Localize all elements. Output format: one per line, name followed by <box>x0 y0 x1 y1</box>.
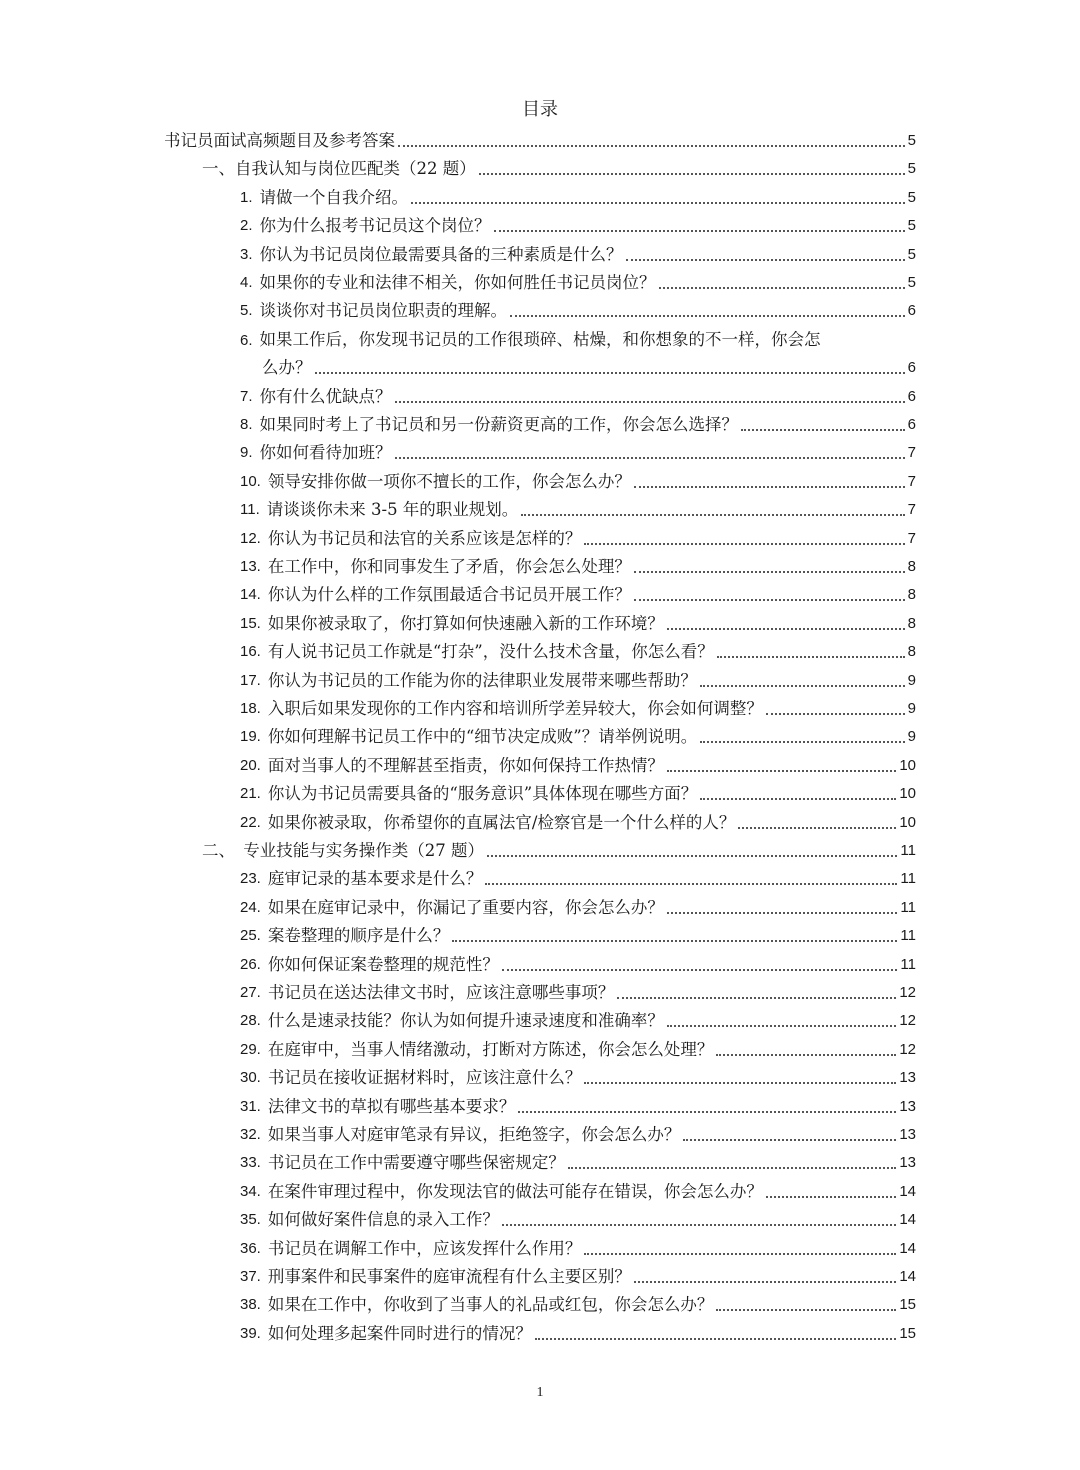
dot-leader <box>634 599 905 601</box>
dot-leader <box>738 827 896 829</box>
dot-leader <box>683 1139 896 1141</box>
toc-entry[interactable] <box>240 1291 916 1319</box>
toc-entry-number: 14. <box>240 586 261 604</box>
toc-page-number: 8 <box>907 558 916 575</box>
dot-leader <box>518 1111 896 1113</box>
toc-entry-number: 2. <box>240 217 253 235</box>
toc-entry[interactable] <box>240 1007 916 1035</box>
toc-entry-text: 书记员在接收证据材料时，应该注意什么？ <box>267 1068 582 1088</box>
toc-entry-number: 36. <box>240 1239 261 1257</box>
toc-entry-text: 请谈谈你未来 3-5 年的职业规划。 <box>266 500 519 520</box>
dot-leader <box>535 1338 896 1340</box>
toc-entry[interactable] <box>240 638 916 666</box>
toc-section-heading[interactable] <box>202 837 916 865</box>
toc-entry-text: 面对当事人的不理解甚至指责，你如何保持工作热情？ <box>267 755 664 775</box>
toc-page-number: 10 <box>899 756 916 774</box>
toc-entry-text: 入职后如果发现你的工作内容和培训所学差异较大，你会如何调整？ <box>267 699 763 718</box>
toc-entry-number: 1. <box>240 188 253 206</box>
toc-entry-number: 22. <box>240 813 261 831</box>
toc-page-number: 14 <box>899 1211 916 1229</box>
toc-entry-number: 21. <box>240 785 261 803</box>
toc-section-heading[interactable] <box>202 155 916 183</box>
dot-leader <box>626 259 905 261</box>
dot-leader <box>717 656 905 658</box>
toc-page-number: 5 <box>907 132 916 149</box>
toc-entry-text: 在庭审中，当事人情绪激动，打断对方陈述，你会怎么处理？ <box>267 1039 714 1059</box>
dot-leader <box>494 230 905 232</box>
toc-entry[interactable] <box>240 865 916 893</box>
toc-page-number: 5 <box>907 217 916 235</box>
toc-entry[interactable] <box>240 212 916 240</box>
toc-entry[interactable] <box>240 695 916 723</box>
toc-entry[interactable] <box>240 1064 916 1092</box>
toc-heading-text: 二、 专业技能与实务操作类（27 题） <box>202 841 484 860</box>
toc-entry[interactable] <box>240 1093 916 1121</box>
toc-page-number: 10 <box>899 785 916 803</box>
toc-page-number: 5 <box>907 274 916 291</box>
toc-entry-text: 如果工作后，你发现书记员的工作很琐碎、枯燥，和你想象的不一样，你会怎 <box>259 329 821 349</box>
dot-leader <box>510 315 905 317</box>
toc-entry[interactable] <box>240 894 916 922</box>
toc-entry-text-continued: 么办？ <box>262 358 312 378</box>
dot-leader <box>716 1309 896 1311</box>
toc-page-number: 7 <box>907 444 916 462</box>
toc-entry-number: 15. <box>240 614 261 632</box>
toc-entry-text: 你如何理解书记员工作中的“细节决定成败”？请举例说明。 <box>267 727 698 747</box>
toc-page-number: 6 <box>907 416 916 433</box>
toc-page-number: 7 <box>907 529 916 547</box>
dot-leader <box>741 429 905 431</box>
toc-page-number: 14 <box>899 1239 916 1257</box>
dot-leader <box>521 514 904 516</box>
toc-entry-number: 26. <box>240 955 261 973</box>
toc-entry-number: 19. <box>240 728 261 746</box>
dot-leader <box>584 1253 896 1255</box>
toc-entry-number: 38. <box>240 1296 261 1314</box>
toc-entry[interactable] <box>240 809 916 837</box>
dot-leader <box>479 173 905 175</box>
toc-entry[interactable] <box>240 951 916 979</box>
toc-entry-text: 你认为书记员的工作能为你的法律职业发展带来哪些帮助？ <box>267 670 697 690</box>
toc-page-number: 12 <box>899 984 916 1001</box>
toc-entry[interactable] <box>240 411 916 439</box>
dot-leader <box>617 997 896 999</box>
toc-entry-text: 你认为书记员岗位最需要具备的三种素质是什么？ <box>259 244 623 264</box>
toc-entry-number: 39. <box>240 1324 261 1342</box>
toc-page-number: 15 <box>899 1296 916 1314</box>
toc-entry-text: 如何做好案件信息的录入工作？ <box>267 1210 499 1230</box>
toc-entry[interactable] <box>240 1121 916 1149</box>
toc-entry-text: 如果同时考上了书记员和另一份薪资更高的工作，你会怎么选择？ <box>259 415 739 434</box>
toc-entry-number: 35. <box>240 1211 261 1229</box>
toc-page-number: 8 <box>907 643 916 661</box>
dot-leader <box>315 372 905 374</box>
toc-entry-number: 16. <box>240 643 261 661</box>
toc-page-number: 12 <box>899 1040 916 1058</box>
toc-heading-text: 一、自我认知与岗位匹配类（22 题） <box>202 159 476 179</box>
toc-entry[interactable] <box>240 1036 916 1064</box>
toc-entry-number: 34. <box>240 1182 261 1200</box>
dot-leader <box>667 1025 896 1027</box>
toc-entry-number: 25. <box>240 927 261 945</box>
toc-entry-text: 在案件审理过程中，你发现法官的做法可能存在错误，你会怎么办？ <box>267 1181 763 1201</box>
toc-entry-text: 你如何保证案卷整理的规范性？ <box>267 954 499 974</box>
toc-entry[interactable] <box>240 752 916 780</box>
toc-entry-text: 刑事案件和民事案件的庭审流程有什么主要区别？ <box>267 1267 631 1286</box>
toc-entry-text: 请做一个自我介绍。 <box>259 187 409 207</box>
dot-leader <box>398 145 905 147</box>
toc-entry[interactable] <box>240 553 916 581</box>
toc-entry-text: 如果当事人对庭审笔录有异议，拒绝签字，你会怎么办？ <box>267 1125 681 1144</box>
toc-entry-number: 8. <box>240 416 253 433</box>
toc-entry[interactable] <box>240 1206 916 1234</box>
toc-page-number: 9 <box>907 671 916 689</box>
toc-entry-number: 13. <box>240 558 261 575</box>
dot-leader <box>502 969 898 971</box>
toc-entry-number: 33. <box>240 1154 261 1172</box>
toc-page-number: 11 <box>900 955 916 973</box>
toc-entry-text: 法律文书的草拟有哪些基本要求？ <box>267 1096 516 1116</box>
toc-entry-text: 如果在庭审记录中，你漏记了重要内容，你会怎么办？ <box>267 897 664 917</box>
toc-entry-text: 你认为什么样的工作氛围最适合书记员开展工作？ <box>267 585 631 605</box>
toc-page-number: 13 <box>899 1154 916 1172</box>
dot-leader <box>634 571 905 573</box>
toc-entry-number: 30. <box>240 1069 261 1087</box>
toc-entry-text: 书记员在送达法律文书时，应该注意哪些事项？ <box>267 983 615 1002</box>
toc-title: 目录 <box>522 99 558 120</box>
dot-leader <box>485 883 897 885</box>
toc-entry-number: 32. <box>240 1126 261 1143</box>
toc-entry[interactable] <box>240 922 916 950</box>
toc-page-number: 13 <box>899 1069 916 1087</box>
toc-section-heading[interactable] <box>164 127 916 155</box>
toc-entry-number: 20. <box>240 756 261 774</box>
toc-entry-number: 17. <box>240 671 261 689</box>
dot-leader <box>667 770 896 772</box>
toc-page-number: 7 <box>907 501 916 519</box>
dot-leader <box>584 1082 896 1084</box>
toc-entry-text: 谈谈你对书记员岗位职责的理解。 <box>259 301 508 321</box>
toc-page-number: 12 <box>899 1012 916 1030</box>
dot-leader <box>502 1224 896 1226</box>
toc-entry-number: 10. <box>240 472 261 490</box>
toc-entry-text: 书记员在工作中需要遵守哪些保密规定？ <box>267 1153 565 1173</box>
toc-page-number: 11 <box>900 927 916 945</box>
toc-entry-number: 3. <box>240 245 253 263</box>
dot-leader <box>659 287 905 289</box>
toc-entry[interactable] <box>240 241 916 269</box>
toc-entry[interactable] <box>240 1235 916 1263</box>
toc-entry-number: 37. <box>240 1268 261 1285</box>
dot-leader <box>700 685 905 687</box>
toc-entry[interactable] <box>240 581 916 609</box>
toc-entry-number: 24. <box>240 898 261 916</box>
toc-entry[interactable] <box>240 1263 916 1291</box>
dot-leader <box>667 628 905 630</box>
toc-entry-number: 9. <box>240 444 253 462</box>
toc-entry[interactable] <box>240 297 916 325</box>
dot-leader <box>700 741 904 743</box>
toc-entry-text: 你认为书记员和法官的关系应该是怎样的？ <box>267 528 582 548</box>
toc-page-number: 8 <box>907 586 916 604</box>
toc-entry-text: 书记员在调解工作中，应该发挥什么作用？ <box>267 1238 582 1258</box>
toc-page-number: 11 <box>900 842 916 859</box>
toc-entry-number: 7. <box>240 387 253 405</box>
toc-entry-text: 如果你的专业和法律不相关，你如何胜任书记员岗位？ <box>259 273 656 292</box>
toc-page-number: 5 <box>907 160 916 178</box>
dot-leader <box>395 457 905 459</box>
toc-entry-text: 有人说书记员工作就是“打杂”，没什么技术含量，你怎么看？ <box>267 642 714 662</box>
toc-entry-text: 领导安排你做一项你不擅长的工作，你会怎么办？ <box>267 471 631 491</box>
toc-entry-text: 庭审记录的基本要求是什么？ <box>267 869 483 889</box>
toc-entry-text: 案卷整理的顺序是什么？ <box>267 926 450 946</box>
dot-leader <box>766 713 905 715</box>
toc-entry-text: 你如何看待加班？ <box>259 443 392 463</box>
dot-leader <box>568 1167 896 1169</box>
toc-page-number: 6 <box>907 359 916 377</box>
toc-entry-number: 12. <box>240 529 261 547</box>
page-number: 1 <box>536 1385 544 1400</box>
toc-page-number: 9 <box>907 700 916 717</box>
toc-entry[interactable] <box>240 1149 916 1177</box>
dot-leader <box>411 202 905 204</box>
toc-entry-number: 28. <box>240 1012 261 1030</box>
dot-leader <box>487 855 897 857</box>
toc-entry[interactable] <box>240 496 916 524</box>
toc-page-number: 14 <box>899 1182 916 1200</box>
toc-entry-number: 11. <box>240 501 260 519</box>
toc-page-number: 6 <box>907 387 916 405</box>
toc-entry[interactable] <box>262 354 916 382</box>
dot-leader <box>634 1281 896 1283</box>
toc-entry-number: 29. <box>240 1040 261 1058</box>
toc-entry[interactable] <box>240 525 916 553</box>
toc-page-number: 15 <box>899 1324 916 1342</box>
dot-leader <box>452 940 897 942</box>
dot-leader <box>700 798 896 800</box>
toc-entry-text: 如果在工作中，你收到了当事人的礼品或红包，你会怎么办？ <box>267 1295 714 1315</box>
toc-entry-text: 如果你被录取，你希望你的直属法官/检察官是一个什么样的人？ <box>267 812 736 832</box>
dot-leader <box>584 543 904 545</box>
dot-leader <box>395 401 905 403</box>
toc-page-number: 8 <box>907 614 916 632</box>
toc-entry-text: 你为什么报考书记员这个岗位？ <box>259 216 491 236</box>
dot-leader <box>634 486 905 488</box>
toc-entry-number: 31. <box>240 1097 261 1115</box>
toc-page-number: 11 <box>900 898 916 916</box>
toc-entry-text: 如果你被录取了，你打算如何快速融入新的工作环境？ <box>267 613 664 633</box>
toc-entry[interactable] <box>240 269 916 297</box>
toc-page-number: 14 <box>899 1268 916 1285</box>
toc-entry[interactable] <box>240 383 916 411</box>
toc-entry[interactable] <box>240 184 916 212</box>
toc-entry[interactable] <box>240 667 916 695</box>
toc-entry-wrapped-line[interactable] <box>240 326 821 354</box>
toc-entry-text: 什么是速录技能？你认为如何提升速录速度和准确率？ <box>267 1011 664 1031</box>
toc-entry-text: 你认为书记员需要具备的“服务意识”具体体现在哪些方面？ <box>267 784 698 804</box>
toc-entry-number: 23. <box>240 870 261 888</box>
toc-entry-text: 在工作中，你和同事发生了矛盾，你会怎么处理？ <box>267 557 631 576</box>
toc-page-number: 11 <box>900 870 916 888</box>
toc-entry[interactable] <box>240 610 916 638</box>
toc-entry[interactable] <box>240 1178 916 1206</box>
toc-page-number: 10 <box>899 813 916 831</box>
toc-page-number: 5 <box>907 188 916 206</box>
toc-entry[interactable] <box>240 1320 916 1348</box>
toc-page-number: 9 <box>907 728 916 746</box>
dot-leader <box>766 1196 896 1198</box>
toc-page-number: 13 <box>899 1126 916 1143</box>
toc-entry-number: 6. <box>240 331 253 349</box>
toc-heading-text: 书记员面试高频题目及参考答案 <box>164 131 395 150</box>
toc-entry[interactable] <box>240 723 916 751</box>
toc-entry[interactable] <box>240 780 916 808</box>
toc-entry[interactable] <box>240 468 916 496</box>
toc-page-number: 7 <box>907 472 916 490</box>
dot-leader <box>716 1054 896 1056</box>
toc-page-number: 6 <box>907 302 916 320</box>
toc-entry-number: 4. <box>240 274 253 291</box>
toc-entry-number: 27. <box>240 984 261 1001</box>
toc-page-number: 13 <box>899 1097 916 1115</box>
dot-leader <box>667 912 898 914</box>
toc-entry[interactable] <box>240 979 916 1007</box>
toc-entry[interactable] <box>240 439 916 467</box>
toc-entry-text: 如何处理多起案件同时进行的情况？ <box>267 1323 532 1343</box>
toc-entry-text: 你有什么优缺点？ <box>259 386 392 406</box>
toc-entry-number: 18. <box>240 700 261 717</box>
toc-page-number: 5 <box>907 245 916 263</box>
toc-entry-number: 5. <box>240 302 253 320</box>
